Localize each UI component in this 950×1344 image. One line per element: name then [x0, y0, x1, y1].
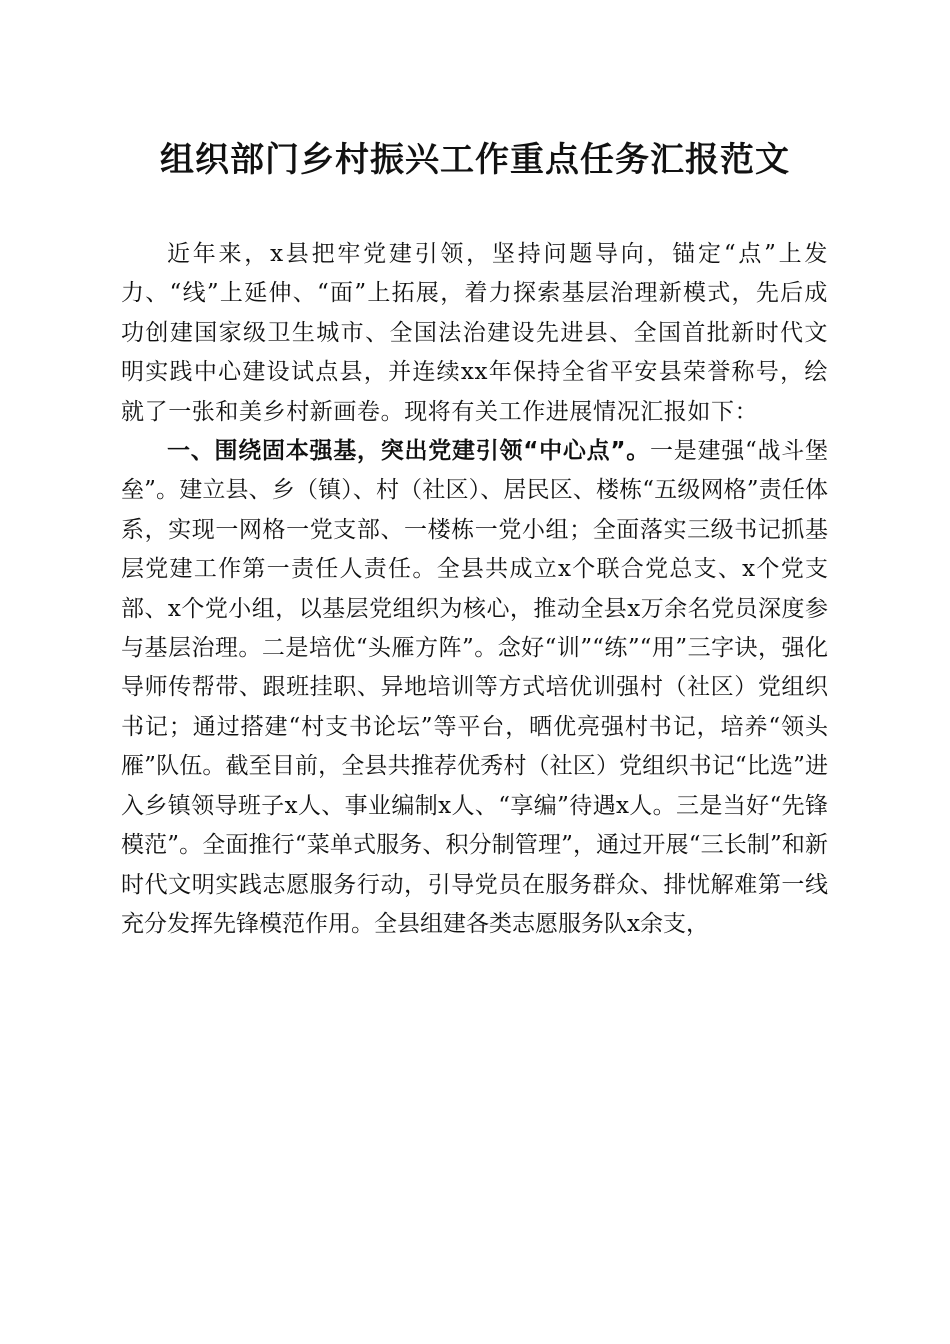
section-1-paragraph: [121, 432, 828, 944]
section-1-heading: 一、围绕固本强基，突出党建引领“中心点”。: [167, 438, 650, 465]
document-title: 组织部门乡村振兴工作重点任务汇报范文: [160, 140, 790, 180]
document-body: [121, 235, 828, 944]
section-1-text: 一是建强“战斗堡垒”。建立县、乡（镇）、村（社区）、居民区、楼栋“五级网格”责任体系，实现一网格一党支部、一楼栋一党小组；全面落实三级书记抓基层党建工作第一责任人责任。全县共成立x个联合党总支、x个党支部、x个党小组，以基层党组织为核心，推动全县x万余名党员深度参与基层治理。二是培优“头雁方阵”。念好“训”“练”“用”三字诀，强化导师传帮带、跟班挂职、异地培训等方式培优训强村（社区）党组织书记；通过搭建“村支书论坛”等平台，晒优亮强村书记，培养“领头雁”队伍。截至目前，全县共推荐优秀村（社区）党组织书记“比选”进入乡镇领导班子x人、事业编制x人、“享编”待遇x人。三是当好“先锋模范”。全面推行“菜单式服务、积分制管理”，通过开展“三长制”和新时代文明实践志愿服务行动，引导党员在服务群众、排忧解难第一线充分发挥先锋模范作用。全县组建各类志愿服务队x余支，: [121, 438, 828, 937]
intro-paragraph: 近年来，x县把牢党建引领，坚持问题导向，锚定“点”上发力、“线”上延伸、“面”上拓展，着力探索基层治理新模式，先后成功创建国家级卫生城市、全国法治建设先进县、全国首批新时代文明实践中心建设试点县，并连续xx年保持全省平安县荣誉称号，绘就了一张和美乡村新画卷。现将有关工作进展情况汇报如下：: [121, 241, 828, 425]
